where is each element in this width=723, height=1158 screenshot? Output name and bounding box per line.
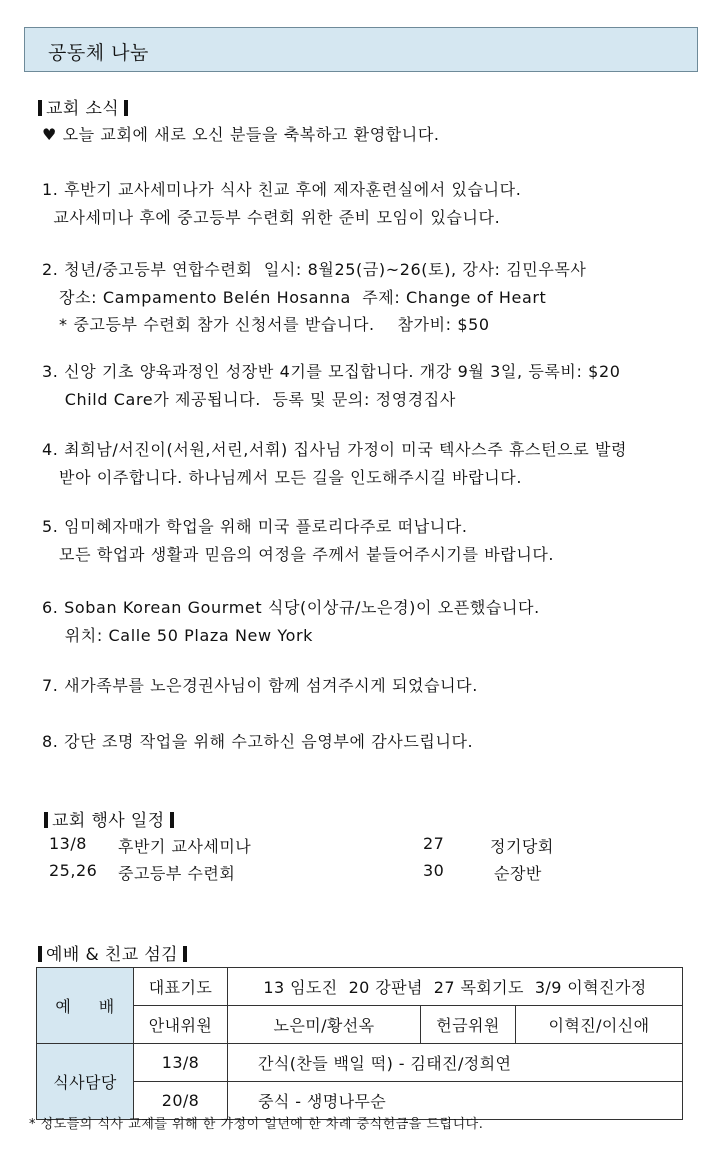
news-item-line: 위치: Calle 50 Plaza New York [42,625,314,645]
events-heading [44,806,174,831]
news-heading-text: 교회 소식 [46,99,120,119]
meal-desc: 간식(찬들 백일 떡) - 김태진/정희연 [228,1044,683,1082]
offering-value: 이혁진/이신애 [516,1006,683,1044]
meal-desc: 중식 - 생명나무순 [228,1082,683,1120]
news-item-line: 교사세미나 후에 중고등부 수련회 위한 준비 모임이 있습니다. [42,207,501,227]
table-row [37,1044,683,1082]
news-heading [38,94,128,119]
news-item-line: 1. 후반기 교사세미나가 식사 친교 후에 제자훈련실에서 있습니다. [42,180,522,199]
news-item-line: 5. 임미혜자매가 학업을 위해 미국 플로리다주로 떠납니다. [42,517,468,536]
footnote: * 성도들의 식사 교제를 위해 한 가정이 일년에 한 차례 중식헌금을 드립니다. [29,1117,484,1132]
heading-bar-left [44,812,48,828]
worship-label: 예 배 [37,968,134,1044]
news-item-line: 3. 신앙 기초 양육과정인 성장반 4기를 모집합니다. 개강 9월 3일, 등록비: $20 [42,362,621,381]
news-item-line: * 중고등부 수련회 참가 신청서를 받습니다. 참가비: $50 [42,315,490,334]
news-item-line: 2. 청년/중고등부 연합수련회 일시: 8월25(금)~26(토), 강사: 김민우목사 [42,260,587,279]
event-name: 중고등부 수련회 [118,864,236,883]
events-heading-text: 교회 행사 일정 [52,811,165,831]
event-date: 25,26 [49,861,98,880]
news-item-line: 장소: Campamento Belén Hosanna 주제: Change of Heart [42,287,547,307]
meal-date: 13/8 [134,1044,228,1082]
offering-label: 헌금위원 [421,1006,516,1044]
table-row [37,1006,683,1044]
usher-value: 노은미/황선옥 [228,1006,421,1044]
news-item-line: Child Care가 제공됩니다. 등록 및 문의: 정영경집사 [42,389,456,409]
service-heading-text: 예배 & 친교 섬김 [46,945,178,965]
prayer-label: 대표기도 [134,968,228,1006]
table-row [37,968,683,1006]
heading-bar-right [124,100,128,116]
heading-bar-left [38,100,42,116]
service-table [36,967,683,1120]
event-date: 30 [423,861,445,880]
news-item-line: 4. 최희남/서진이(서원,서린,서휘) 집사님 가정이 미국 텍사스주 휴스턴으로 발령 [42,440,628,459]
event-name: 정기당회 [490,837,554,856]
event-name: 순장반 [494,864,542,883]
news-item-line: 받아 이주합니다. 하나님께서 모든 길을 인도해주시길 바랍니다. [42,467,523,487]
welcome-line: ♥ 오늘 교회에 새로 오신 분들을 축복하고 환영합니다. [42,125,440,144]
usher-label: 안내위원 [134,1006,228,1044]
service-heading [38,940,187,965]
news-item-line: 모든 학업과 생활과 믿음의 여정을 주께서 붙들어주시기를 바랍니다. [42,544,555,564]
news-item-line: 7. 새가족부를 노은경권사님이 함께 섬겨주시게 되었습니다. [42,676,478,695]
section-title-box [24,27,698,72]
meal-date: 20/8 [134,1082,228,1120]
prayer-value: 13 임도진 20 강판념 27 목회기도 3/9 이혁진가정 [228,968,683,1006]
heading-bar-right [170,812,174,828]
event-date: 13/8 [49,834,87,853]
news-item-line: 6. Soban Korean Gourmet 식당(이상규/노은경)이 오픈했습니다. [42,598,540,617]
page-title: 공동체 나눔 [48,42,149,64]
event-name: 후반기 교사세미나 [118,837,252,856]
heading-bar-right [183,946,187,962]
event-date: 27 [423,834,445,853]
heading-bar-left [38,946,42,962]
news-item-line: 8. 강단 조명 작업을 위해 수고하신 음영부에 감사드립니다. [42,732,474,751]
meal-label: 식사담당 [37,1044,134,1120]
